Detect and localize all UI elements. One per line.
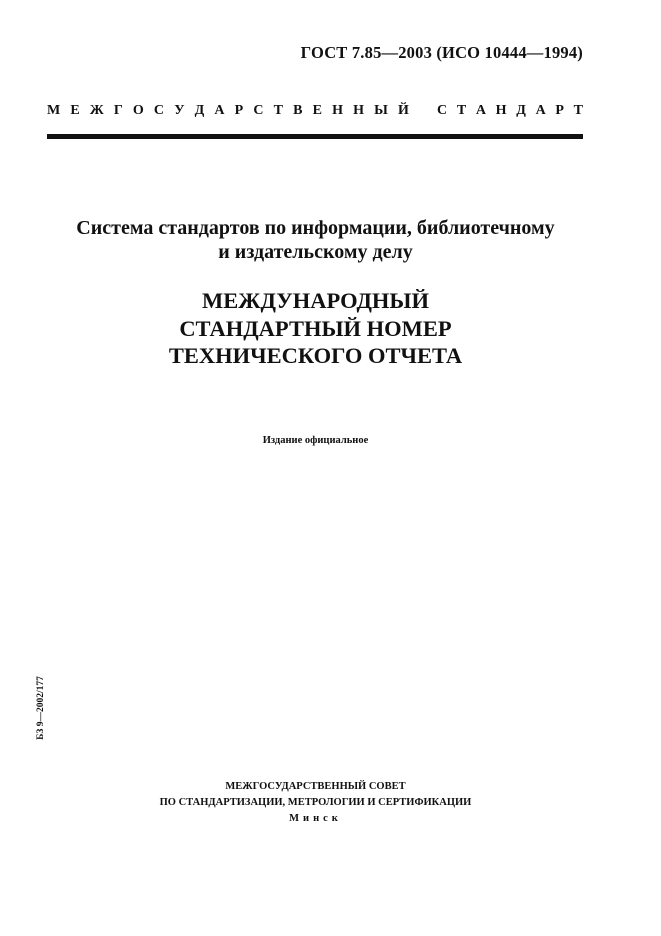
category-letter: Е: [312, 103, 322, 118]
side-registration-code-text: БЗ 9—2002/177: [36, 676, 46, 740]
category-letter: А: [475, 103, 486, 118]
category-letter: Т: [273, 103, 283, 118]
category-letter: Р: [234, 103, 244, 118]
side-registration-code: [36, 668, 46, 748]
category-letter: Е: [70, 103, 80, 118]
category-word-interstate: [47, 103, 409, 119]
header-rule: [47, 134, 583, 139]
category-letter: С: [253, 103, 264, 118]
document-title: [0, 287, 631, 370]
category-letter: Н: [332, 103, 343, 118]
publisher-line-2: ПО СТАНДАРТИЗАЦИИ, МЕТРОЛОГИИ И СЕРТИФИКАЦИИ: [159, 797, 472, 808]
category-letter: С: [437, 103, 448, 118]
category-letter: Н: [495, 103, 507, 118]
category-letter: Ж: [89, 103, 104, 118]
category-letter: Й: [398, 103, 409, 118]
series-title-line-2: и издательскому делу: [218, 241, 413, 263]
category-letter: У: [174, 103, 185, 118]
category-letter: А: [214, 103, 225, 118]
category-letter: А: [535, 103, 546, 118]
category-letter: Д: [194, 103, 205, 118]
category-letter: Д: [516, 103, 526, 118]
document-title-line-3: ТЕХНИЧЕСКОГО ОТЧЕТА: [168, 343, 463, 368]
series-title-line-1: Система стандартов по информации, библиотечному: [76, 217, 555, 239]
publisher-block: [0, 779, 631, 827]
category-letter: Г: [113, 103, 123, 118]
standard-designation: ГОСТ 7.85—2003 (ИСО 10444—1994): [300, 43, 583, 62]
category-letter: М: [47, 103, 61, 118]
category-letter: Т: [456, 103, 467, 118]
standard-category: [47, 103, 583, 119]
category-letter: Т: [573, 103, 583, 118]
category-letter: О: [132, 103, 144, 118]
category-letter: С: [153, 103, 165, 118]
category-letter: Р: [555, 103, 564, 118]
series-title: [0, 216, 631, 264]
category-letter: В: [293, 103, 303, 118]
document-title-line-2: СТАНДАРТНЫЙ НОМЕР: [179, 315, 452, 341]
category-letter: Н: [353, 103, 364, 118]
edition-note: Издание официальное: [262, 435, 369, 446]
category-word-standard: [437, 103, 583, 119]
category-letter: Ы: [374, 103, 388, 118]
document-title-line-1: МЕЖДУНАРОДНЫЙ: [201, 288, 430, 313]
publisher-line-1: МЕЖГОСУДАРСТВЕННЫЙ СОВЕТ: [225, 781, 406, 792]
publisher-city: Минск: [289, 813, 342, 824]
